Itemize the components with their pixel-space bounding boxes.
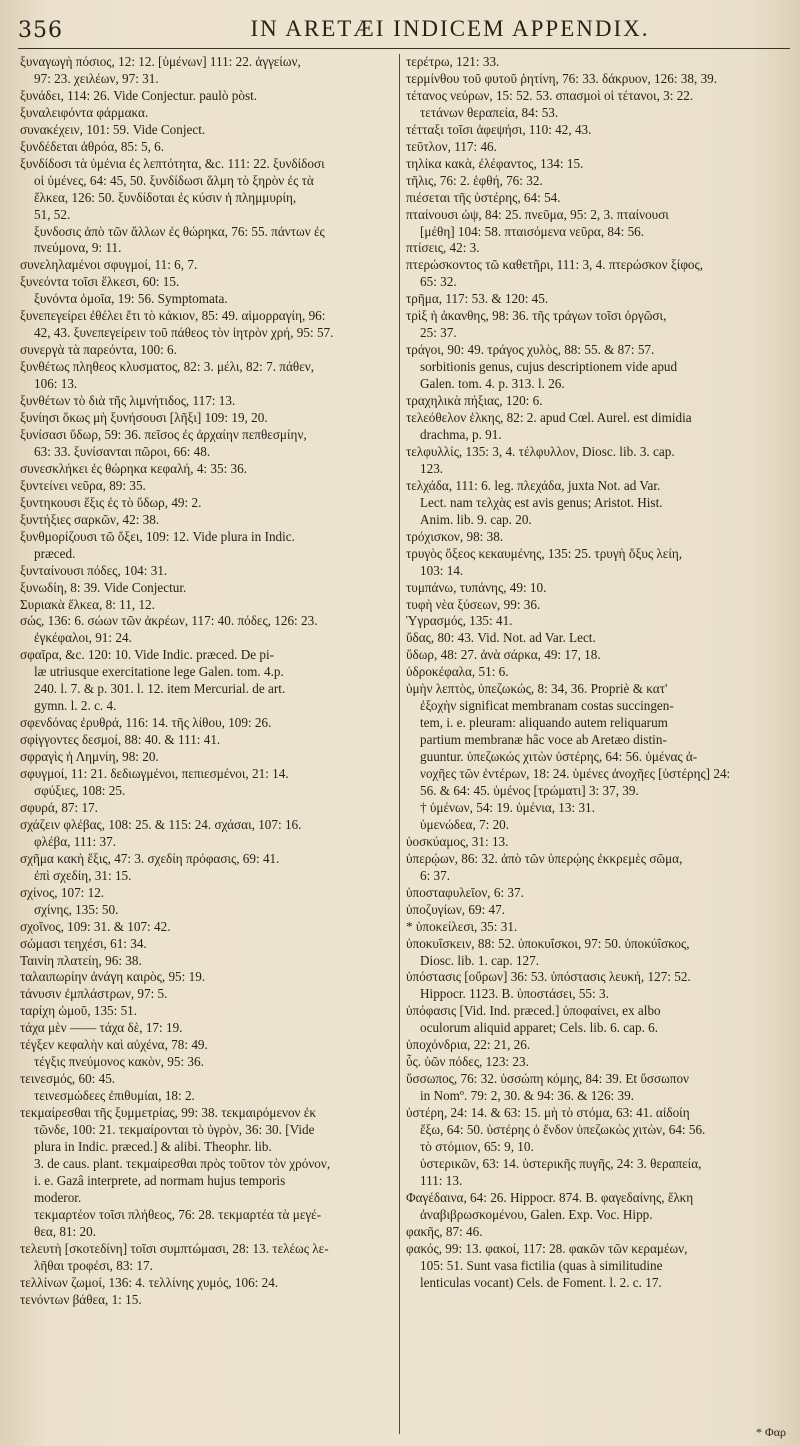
left-index-line: Ταινίη πλατείη, 96: 38. bbox=[20, 952, 142, 968]
left-index-line: ξυνδέδεται ἀθρόα, 85: 5, 6. bbox=[20, 138, 165, 154]
right-index-line: πτερώσκοντος τῶ καθετῆρι, 111: 3, 4. πτερώσκον ξίφος, bbox=[406, 257, 704, 273]
right-index-line: Ὑγρασμός, 135: 41. bbox=[406, 613, 513, 629]
left-index-line: σφαῖρα, &c. 120: 10. Vide Indic. præced. De pi- bbox=[20, 647, 275, 663]
right-index-line: τῆλις, 76: 2. ἑφθή, 76: 32. bbox=[406, 172, 543, 188]
left-index-line: 106: 13. bbox=[34, 376, 78, 392]
left-index-line: συνακέχειν, 101: 59. Vide Conject. bbox=[20, 121, 206, 137]
right-index-line: Diosc. lib. 1. cap. 127. bbox=[420, 952, 540, 968]
left-index-line: σχῆμα κακὴ ἕξις, 47: 3. σχεδίη πρόφασις, 69: 41. bbox=[20, 850, 280, 866]
right-column bbox=[406, 54, 786, 1440]
right-index-line: ἔξω, 64: 50. ὑστέρης ὁ ἔνδον ὑπεζωκὼς χιτὼν, 64: 56. bbox=[420, 1122, 706, 1138]
left-index-line: ξυνθέτως πληθεος κλυσματος, 82: 3. μέλι, 82: 7. πάθεν, bbox=[20, 359, 314, 375]
right-index-line: in Nomº. 79: 2, 30. & 94: 36. & 126: 39. bbox=[420, 1088, 634, 1104]
right-index-line: ὑποχόνδρια, 22: 21, 26. bbox=[406, 1037, 531, 1053]
left-index-line: ξυνταίνουσι πόδες, 104: 31. bbox=[20, 562, 168, 578]
right-index-line: τεῦτλον, 117: 46. bbox=[406, 138, 497, 154]
left-index-line: τελευτὴ [σκοτεδίνη] τοῖσι συμπτώμασι, 28: 13. τελέως λε- bbox=[20, 1240, 329, 1256]
left-index-line: θεα, 81: 20. bbox=[34, 1223, 96, 1239]
left-index-line: τεκμαρτέον τοῖσι πλήθεος, 76: 28. τεκμαρτέα τὰ μεγέ- bbox=[34, 1206, 322, 1222]
page-header bbox=[0, 14, 800, 50]
right-index-line: Hippocr. 1123. B. ὑποστάσει, 55: 3. bbox=[420, 986, 609, 1002]
right-index-line: ὑποσταφυλεῖον, 6: 37. bbox=[406, 884, 524, 900]
left-index-line: ξυντείνει νεῦρα, 89: 35. bbox=[20, 477, 146, 493]
left-index-line: læ utriusque exercitatione lege Galen. tom. 4.p. bbox=[34, 664, 284, 680]
left-index-line: συνεληλαμένοι σφυγμοί, 11: 6, 7. bbox=[20, 257, 198, 273]
right-index-line: τρὶξ ἡ ἀκανθης, 98: 36. τῆς τράγων τοῖσι ὀργῶσι, bbox=[406, 308, 667, 324]
right-index-line: ὑστερικῶν, 63: 14. ὑστερικῆς πυγῆς, 24: 3. θεραπεία, bbox=[420, 1155, 702, 1171]
right-index-line: ὕσσωπος, 76: 32. ὑσσώπη κόμης, 84: 39. Et ὕσσωπον bbox=[406, 1071, 690, 1087]
right-index-line: τρῆμα, 117: 53. & 120: 45. bbox=[406, 291, 549, 307]
right-index-line: oculorum aliquid apparet; Cels. lib. 6. cap. 6. bbox=[420, 1020, 659, 1036]
left-index-line: τέγξεν κεφαλὴν καὶ αὐχένα, 78: 49. bbox=[20, 1037, 208, 1053]
left-index-line: σφραγὶς ἡ Λημνίη, 98: 20. bbox=[20, 749, 159, 765]
left-index-line: σώς, 136: 6. σώων τῶν ἀκρέων, 117: 40. πόδες, 126: 23. bbox=[20, 613, 318, 629]
right-index-line: ὑστέρη, 24: 14. & 63: 15. μὴ τὸ στόμα, 63: 41. αἰδοίη bbox=[406, 1105, 690, 1121]
page-number: 356 bbox=[18, 18, 63, 43]
left-index-line: 63: 33. ξυνίσανται πῶροι, 66: 48. bbox=[34, 443, 211, 459]
right-index-line: τυφὴ νὲα ξύσεων, 99: 36. bbox=[406, 596, 541, 612]
left-index-line: συνεργὰ τὰ παρεόντα, 100: 6. bbox=[20, 342, 177, 358]
right-index-line: τελφυλλίς, 135: 3, 4. τέλφυλλον, Diosc. lib. 3. cap. bbox=[406, 443, 675, 459]
left-index-line: σώμασι τεηχέσι, 61: 34. bbox=[20, 935, 147, 951]
right-index-line: Anim. lib. 9. cap. 20. bbox=[420, 511, 532, 527]
right-index-line: ὕδας, 80: 43. Vid. Not. ad Var. Lect. bbox=[406, 630, 596, 646]
left-index-line: τάνυσιν ἐμπλάστρων, 97: 5. bbox=[20, 986, 168, 1002]
right-index-line: τὸ στόμιον, 65: 9, 10. bbox=[420, 1139, 534, 1154]
right-index-line: τελεόθελον ἑλκης, 82: 2. apud Cœl. Aurel. est dimidia bbox=[406, 410, 692, 426]
right-index-line: ὑπερῴων, 86: 32. ἀπὸ τῶν ὑπερῴης ἐκκρεμὲς σῶμα, bbox=[406, 850, 683, 866]
left-index-line: ξυνίησι ὅκως μὴ ξυνήσουσι [λῆξι] 109: 19, 20. bbox=[20, 410, 268, 426]
left-index-line: 97: 23. χειλέων, 97: 31. bbox=[34, 70, 159, 86]
right-index-line: 111: 13. bbox=[420, 1172, 463, 1188]
right-index-line: ὗς. ὑῶν πόδες, 123: 23. bbox=[406, 1054, 529, 1070]
left-index-line: φλέβα, 111: 37. bbox=[34, 833, 117, 849]
left-index-line: ξυνδίδοσι τὰ ὑμένια ἐς λεπτότητα, &c. 111: 22. ξυνδίδοσι bbox=[20, 155, 325, 171]
right-index-line: guuntur. ὑπεζωκώς χιτὼν ὑστέρης, 64: 56. ὑμένας ἀ- bbox=[420, 749, 698, 765]
right-index-line: τερμίνθου τοῦ φυτοῦ ῥητίνη, 76: 33. δάκρυον, 126: 38, 39. bbox=[406, 70, 718, 86]
left-index-line: ἐγκέφαλοι, 91: 24. bbox=[34, 630, 132, 646]
left-index-line: σχάζειν φλέβας, 108: 25. & 115: 24. σχάσαι, 107: 16. bbox=[20, 816, 302, 832]
right-index-line: τέτταξι τοῖσι ἀφεψήσι, 110: 42, 43. bbox=[406, 121, 592, 137]
left-column bbox=[20, 54, 394, 1440]
right-index-line: φακός, 99: 13. φακοί, 117: 28. φακῶν τῶν κεραμέων, bbox=[406, 1240, 688, 1256]
right-index-line: τέτανος νεύρων, 15: 52. 53. σπασμοὶ οἱ τέτανοι, 3: 22. bbox=[406, 87, 694, 103]
left-index-line: σφυρά, 87: 17. bbox=[20, 799, 98, 815]
left-index-line: 3. de caus. plant. τεκμαίρεσθαι πρὸς τοῦτον τὸν χρόνον, bbox=[34, 1155, 331, 1171]
left-index-line: 51, 52. bbox=[34, 206, 71, 222]
left-index-line: ξυντηκουσι ἕξις ἐς τὸ ὕδωρ, 49: 2. bbox=[20, 494, 202, 510]
right-index-line: τρυγὸς ὄξεος κεκαυμένης, 135: 25. τρυγὴ ὄξυς λείη, bbox=[406, 545, 683, 561]
right-index-line: ὑπόφασις [Vid. Ind. præced.] ὑποφαίνει, ex albo bbox=[406, 1003, 661, 1019]
left-index-line: præced. bbox=[34, 545, 76, 561]
left-index-line: ξυνόντα ὁμοῖα, 19: 56. Symptomata. bbox=[34, 291, 228, 307]
right-index-line: ὑμὴν λεπτὸς, ὑπεζωκώς, 8: 34, 36. Propriè & κατ' bbox=[406, 681, 668, 697]
left-index-line: ξυνίσασι ὕδωρ, 59: 36. πεῖσος ἐς ἀρχαίην πεπθεσμίην, bbox=[20, 426, 307, 442]
right-index-line: 123. bbox=[420, 460, 444, 476]
left-index-line: moderor. bbox=[34, 1189, 82, 1205]
right-index-line: τρόχισκον, 98: 38. bbox=[406, 528, 504, 544]
right-index-line: drachma, p. 91. bbox=[420, 426, 502, 442]
left-index-line: ξυναγωγὴ πόσιος, 12: 12. [ὑμένων] 111: 22. ἀγγείων, bbox=[20, 54, 301, 69]
right-index-line: ὑποζυγίων, 69: 47. bbox=[406, 901, 506, 917]
left-index-line: σχοῖνος, 109: 31. & 107: 42. bbox=[20, 918, 171, 934]
left-index-line: ξυνθέτων τὸ διὰ τῆς λιμνήτιδος, 117: 13. bbox=[20, 393, 236, 409]
right-index-line: 6: 37. bbox=[420, 867, 451, 883]
right-index-line: ὑποκυΐσκειν, 88: 52. ὑποκυΐσκοι, 97: 50. ὑποκύΐσκος, bbox=[406, 935, 690, 951]
left-index-line: ταλαιπωρίην ἀνάγη καιρὸς, 95: 19. bbox=[20, 969, 206, 985]
right-index-line: φακῆς, 87: 46. bbox=[406, 1223, 483, 1239]
left-index-line: ξυνεπεγείρει ἐθέλει ἔτι τὸ κάκιον, 85: 49. αἱμορραγίη, 96: bbox=[20, 308, 326, 324]
right-index-line: partium membranæ hâc voce ab Aretæo distin- bbox=[420, 732, 667, 748]
running-title: IN ARETÆI INDICEM APPENDIX. bbox=[250, 16, 650, 41]
left-index-line: 42, 43. ξυνεπεγείρειν τοῦ πάθεος τὸν ἰητρὸν χρή, 95: 57. bbox=[34, 325, 334, 341]
left-index-line: ξυντήξιες σαρκῶν, 42: 38. bbox=[20, 511, 160, 527]
right-index-line: τραχηλικὰ πήξιας, 120: 6. bbox=[406, 393, 543, 409]
right-index-line: 105: 51. Sunt vasa fictilia (quas à similitudine bbox=[420, 1257, 663, 1273]
left-index-line: τῶνδε, 100: 21. τεκμαίρονται τὸ ὑγρὸν, 36: 30. [Vide bbox=[34, 1122, 315, 1138]
left-index-line: ξυναλειφόντα φάρμακα. bbox=[20, 104, 149, 120]
left-index-line: ξυνωδίη, 8: 39. Vide Conjectur. bbox=[20, 579, 187, 595]
right-index-line: τηλίκα κακὰ, ἐλέφαντος, 134: 15. bbox=[406, 155, 584, 171]
right-index-line: ἀναβιβρωσκομένου, Galen. Exp. Voc. Hipp. bbox=[420, 1206, 653, 1222]
left-index-line: πνεύμονα, 9: 11. bbox=[34, 240, 122, 256]
left-index-line: 240. l. 7. & p. 301. l. 12. item Mercurial. de art. bbox=[34, 681, 286, 697]
right-index-line: [μέθη] 104: 58. πταισόμενα νεῦρα, 84: 56. bbox=[420, 223, 645, 239]
right-index-line: νοχῆες τῶν ἐντέρων, 18: 24. ὑμένες ἀνοχῆες [ὑστέρης] 24: bbox=[420, 766, 731, 782]
left-index-line: οἱ ὑμένες, 64: 45, 50. ξυνδίδωσι ἅλμη τὸ ξηρὸν ἐς τὰ bbox=[34, 172, 314, 188]
right-index-line: sorbitionis genus, cujus descriptionem vide apud bbox=[420, 359, 678, 375]
right-index-line: 65: 32. bbox=[420, 274, 457, 290]
right-index-line: ὑδροκέφαλα, 51: 6. bbox=[406, 664, 509, 680]
left-index-line: τέγξις πνεύμονος κακὸν, 95: 36. bbox=[34, 1054, 204, 1070]
right-index-line: ὑοσκύαμος, 31: 13. bbox=[406, 833, 509, 849]
left-index-line: Συριακὰ ἕλκεα, 8: 11, 12. bbox=[20, 596, 155, 612]
right-index-line: ὑπόστασις [οὔρων] 36: 53. ὑπόστασις λευκή, 127: 52. bbox=[406, 969, 691, 985]
left-index-line: συνεσκλήκει ἐς θώρηκα κεφαλή, 4: 35: 36. bbox=[20, 460, 248, 476]
left-index-line: ξυνάδει, 114: 26. Vide Conjectur. paulò pòst. bbox=[20, 87, 258, 103]
column-divider bbox=[399, 54, 400, 1434]
left-index-line: σχίνης, 135: 50. bbox=[34, 901, 119, 917]
right-index-line: ὕδωρ, 48: 27. ἀνὰ σάρκα, 49: 17, 18. bbox=[406, 647, 601, 663]
left-index-line: ξυνδοσις ἀπὸ τῶν ἄλλων ἐς θώρηκα, 76: 55. πάντων ἐς bbox=[34, 223, 325, 239]
left-index-line: σχίνος, 107: 12. bbox=[20, 884, 105, 900]
right-index-line: τετάνων θεραπεία, 84: 53. bbox=[420, 104, 559, 120]
left-index-line: σφίγγοντες δεσμοί, 88: 40. & 111: 41. bbox=[20, 732, 221, 748]
right-index-line: πιέσεται τῆς ὑστέρης, 64: 54. bbox=[406, 189, 561, 205]
right-index-line: τράγοι, 90: 49. τράγος χυλὸς, 88: 55. & 87: 57. bbox=[406, 342, 655, 358]
left-index-line: λῆθαι τροφέσι, 83: 17. bbox=[34, 1257, 153, 1273]
right-index-line: Lect. nam τελχὰς est avis genus; Aristot. Hist. bbox=[420, 494, 663, 510]
left-index-line: τεινεσμός, 60: 45. bbox=[20, 1071, 116, 1087]
left-index-line: τάχα μὲν —— τάχα δὲ, 17: 19. bbox=[20, 1020, 183, 1036]
right-index-line: 25: 37. bbox=[420, 325, 457, 341]
catchword: * Φαρ bbox=[755, 1425, 786, 1439]
right-index-line: † ὑμένων, 54: 19. ὑμένια, 13: 31. bbox=[420, 799, 595, 815]
header-rule bbox=[18, 48, 790, 49]
left-index-line: gymn. l. 2. c. 4. bbox=[34, 698, 117, 714]
left-index-line: ταρίχη ὠμοῦ, 135: 51. bbox=[20, 1003, 138, 1019]
right-index-line: τελχάδα, 111: 6. leg. πλεχάδα, juxta Not. ad Var. bbox=[406, 477, 661, 493]
left-index-line: i. e. Gazâ interprete, ad normam hujus temporis bbox=[34, 1172, 286, 1188]
right-index-line: 103: 14. bbox=[420, 562, 464, 578]
right-index-line: Galen. tom. 4. p. 313. l. 26. bbox=[420, 376, 565, 392]
right-index-line: ἐξοχὴν significat membranam costas succingen- bbox=[420, 698, 674, 714]
left-index-line: plura in Indic. præced.] & alibi. Theophr. lib. bbox=[34, 1139, 272, 1154]
left-index-line: σφενδόνας ἐρυθρά, 116: 14. τῆς λίθου, 109: 26. bbox=[20, 715, 272, 731]
left-index-line: ξυνθμορίζουσι τῶ ὄξει, 109: 12. Vide plura in Indic. bbox=[20, 528, 295, 544]
right-index-line: tem, i. e. pleuram: aliquando autem reliquarum bbox=[420, 715, 668, 731]
left-index-line: τεκμαίρεσθαι τῆς ξυμμετρίας, 99: 38. τεκμαιρόμενον ἐκ bbox=[20, 1105, 316, 1121]
left-index-line: ἐπὶ σχεδίη, 31: 15. bbox=[34, 867, 132, 883]
left-index-line: τεινεσμώδεες ἐπιθυμίαι, 18: 2. bbox=[34, 1088, 195, 1104]
right-index-line: Φαγέδαινα, 64: 26. Hippocr. 874. B. φαγεδαίνης, ἕλκη bbox=[406, 1189, 694, 1205]
right-index-line: πταίνουσι ὠψ, 84: 25. πνεῦμα, 95: 2, 3. πταίνουσι bbox=[406, 206, 669, 222]
left-index-line: ξυνεόντα τοῖσι ἕλκεσι, 60: 15. bbox=[20, 274, 180, 290]
left-index-line: σφυγμοί, 11: 21. δεδιωγμένοι, πεπιεσμένοι, 21: 14. bbox=[20, 766, 289, 782]
right-index-line: lenticulas vocant) Cels. de Foment. l. 2. c. 17. bbox=[420, 1274, 662, 1290]
left-index-line: τενόντων βάθεα, 1: 15. bbox=[20, 1291, 142, 1307]
left-index-line: ἕλκεα, 126: 50. ξυνδίδοται ἐς κύσιν ἡ πλημμυρίη, bbox=[34, 189, 297, 205]
right-index-line: 56. & 64: 45. ὑμένος [τρώματι] 3: 37, 39. bbox=[420, 782, 639, 798]
right-index-line: πτίσεις, 42: 3. bbox=[406, 240, 480, 256]
left-index-line: τελλίνων ζωμοί, 136: 4. τελλίνης χυμός, 106: 24. bbox=[20, 1274, 279, 1290]
right-index-line: τυμπάνω, τυπάνης, 49: 10. bbox=[406, 579, 547, 595]
left-index-line: σφύξιες, 108: 25. bbox=[34, 782, 126, 798]
right-index-line: ὑμενώδεα, 7: 20. bbox=[420, 816, 510, 832]
right-index-line: * ὑποκείλεσι, 35: 31. bbox=[406, 918, 518, 934]
right-index-line: τερέτρω, 121: 33. bbox=[406, 54, 500, 69]
